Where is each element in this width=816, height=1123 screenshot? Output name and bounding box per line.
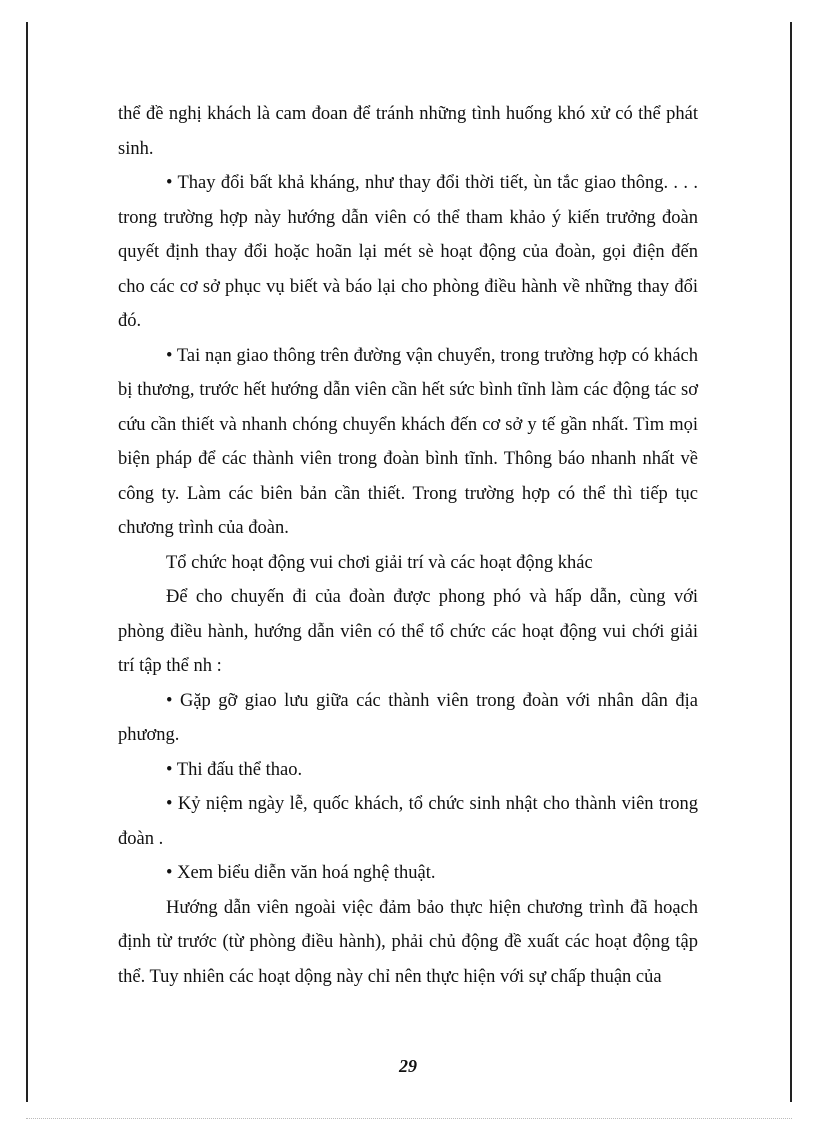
page-border-right bbox=[790, 22, 792, 1102]
page-number: 29 bbox=[399, 1056, 417, 1076]
bullet-force-majeure: • Thay đổi bất khả kháng, như thay đổi thời tiết, ùn tắc giao thông. . . . trong trường hợp này hướng dẫn viên có thể tham khảo ý kiến trưởng đoàn quyết định thay đổi hoặc hoãn lại mét sè hoạt động của đoàn, gọi điện đến cho các cơ sở phục vụ biết và báo lại cho phòng điều hành về những thay đổi đó. bbox=[118, 173, 698, 331]
bullet-performances: • Xem biểu diễn văn hoá nghệ thuật. bbox=[166, 863, 436, 883]
paragraph-guide-duties: Hướng dẫn viên ngoài việc đảm bảo thực hiện chương trình đã hoạch định từ trước (từ phòng điều hành), phải chủ động đề xuất các hoạt động tập thể. Tuy nhiên các hoạt dộng này chỉ nên thực hiện với sự chấp thuận của bbox=[118, 897, 698, 987]
page-border-bottom bbox=[26, 1118, 792, 1119]
page-border-left bbox=[26, 22, 28, 1102]
document-body bbox=[118, 97, 698, 994]
bullet-local-exchange: • Gặp gỡ giao lưu giữa các thành viên trong đoàn với nhân dân địa phương. bbox=[118, 690, 698, 745]
paragraph-continuation: thể đề nghị khách là cam đoan để tránh những tình huống khó xử có thể phát sinh. bbox=[118, 104, 698, 159]
section-heading-entertainment: Tổ chức hoạt động vui chơi giải trí và các hoạt động khác bbox=[166, 552, 593, 573]
bullet-celebrations: • Kỷ niệm ngày lễ, quốc khách, tổ chức sinh nhật cho thành viên trong đoàn . bbox=[118, 794, 698, 849]
bullet-sports: • Thi đấu thể thao. bbox=[166, 759, 303, 780]
paragraph-entertainment-intro: Để cho chuyến đi của đoàn được phong phó và hấp dẫn, cùng với phòng điều hành, hướng dẫn viên có thể tổ chức các hoạt động vui chới giải trí tập thể nh : bbox=[118, 587, 698, 676]
bullet-traffic-accident: • Tai nạn giao thông trên đường vận chuyển, trong trường hợp có khách bị thương, trước hết hướng dẫn viên cần hết sức bình tĩnh làm các động tác sơ cứu cần thiết và nhanh chóng chuyển khách đến cơ sở y tế gần nhất. Tìm mọi biện pháp để các thành viên trong đoàn bình tĩnh. Thông báo nhanh nhất về công ty. Làm các biên bản cần thiết. Trong trường hợp có thể thì tiếp tục chương trình của đoàn. bbox=[118, 345, 698, 538]
